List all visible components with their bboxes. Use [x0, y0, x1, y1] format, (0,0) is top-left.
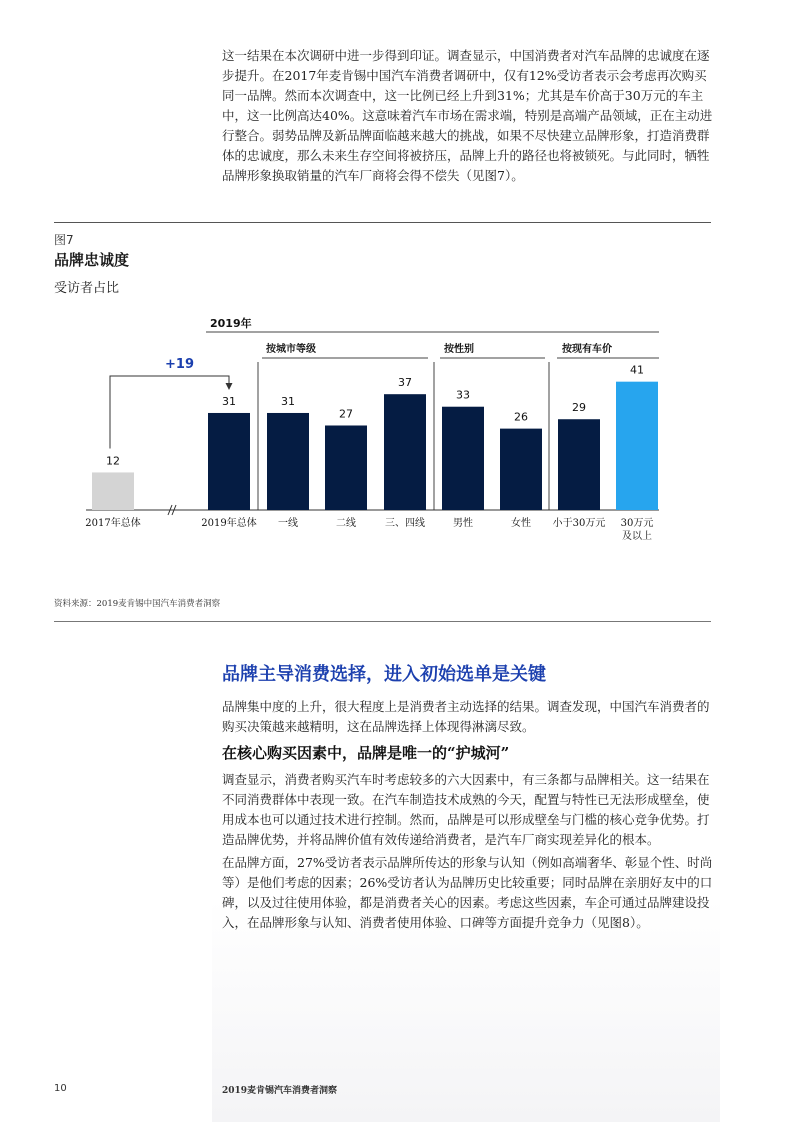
- figure-label: 图7: [54, 233, 74, 247]
- delta-arrow-head: [226, 383, 233, 390]
- figure-title: 品牌忠诚度: [54, 251, 130, 269]
- chart-year-header: 2019年: [210, 317, 252, 330]
- bar-value-label-6: 33: [456, 388, 470, 402]
- category-label-1: 2017年总体: [85, 518, 141, 529]
- bar-6: [442, 407, 484, 510]
- section-title: 品牌主导消费选择，进入初始选单是关键: [222, 664, 546, 685]
- bar-2: [208, 413, 250, 510]
- category-label-9-line-2: 及以上: [622, 531, 652, 542]
- bar-value-label-9: 41: [630, 363, 644, 377]
- brand-loyalty-chart: [0, 310, 793, 570]
- bar-value-label-1: 12: [106, 454, 120, 468]
- category-label-9-line-1: 30万元: [620, 518, 654, 529]
- delta-label: +19: [165, 357, 194, 372]
- figure-top-rule: [54, 222, 711, 223]
- bar-4: [325, 425, 367, 510]
- bar-value-label-4: 27: [339, 407, 353, 421]
- bar-value-label-5: 37: [398, 376, 412, 390]
- bar-1: [92, 472, 134, 510]
- group-header-3: 按现有车价: [562, 344, 612, 355]
- category-label-3: 一线: [278, 518, 298, 529]
- figure-subtitle: 受访者占比: [54, 281, 120, 296]
- source-note: 资料来源：2019麦肯锡中国汽车消费者洞察: [54, 599, 221, 609]
- subsection-title: 在核心购买因素中，品牌是唯一的“护城河”: [222, 744, 510, 762]
- bar-3: [267, 413, 309, 510]
- bar-5: [384, 394, 426, 510]
- page-number: 10: [54, 1083, 67, 1094]
- section-paragraph: 品牌集中度的上升，很大程度上是消费者主动选择的结果。调查发现，中国汽车消费者的购买决策越来越精明，这在品牌选择上体现得淋漓尽致。: [222, 699, 710, 734]
- category-label-7: 女性: [511, 518, 531, 529]
- category-label-8: 小于30万元: [552, 518, 606, 529]
- group-header-1: 按城市等级: [266, 344, 316, 355]
- bar-7: [500, 429, 542, 510]
- subsection-paragraph-2: 在品牌方面，27%受访者表示品牌所传达的形象与认知（例如高端奢华、彰显个性、时尚等）是他们考虑的因素；26%受访者认为品牌历史比较重要；同时品牌在亲朋好友中的口碑，以及过往使用体验，都是消费者关心的因素。考虑这些因素，车企可通过品牌建设投入，在品牌形象与认知、消费者使用体验、口碑等方面提升竞争力（见图8）。: [222, 855, 713, 930]
- group-header-2: 按性别: [444, 344, 474, 355]
- intro-paragraph: 这一结果在本次调研中进一步得到印证。调查显示，中国消费者对汽车品牌的忠诚度在逐步提升。在2017年麦肯锡中国汽车消费者调研中，仅有12%受访者表示会考虑再次购买同一品牌。然而本次调查中，这一比例已经上升到31%；尤其是车价高于30万元的车主中，这一比例高达40%。这意味着汽车市场在需求端，特别是高端产品领域，正在主动进行整合。弱势品牌及新品牌面临越来越大的挑战，如果不尽快建立品牌形象，打造消费群体的忠诚度，那么未来生存空间将被挤压，品牌上升的路径也将被锁死。与此同时，牺牲品牌形象换取销量的汽车厂商将会得不偿失（见图7）。: [222, 48, 713, 183]
- category-label-5: 三、四线: [385, 518, 425, 529]
- bar-9: [616, 382, 658, 510]
- bar-value-label-7: 26: [514, 410, 528, 424]
- bar-value-label-8: 29: [572, 401, 586, 415]
- bar-value-label-2: 31: [222, 394, 236, 408]
- subsection-paragraph-1: 调查显示，消费者购买汽车时考虑较多的六大因素中，有三条都与品牌相关。这一结果在不同消费群体中表现一致。在汽车制造技术成熟的今天，配置与特性已无法形成壁垒，使用成本也可以通过技术进行控制。然而，品牌是可以形成壁垒与门槛的核心竞争优势。打造品牌优势，并将品牌价值有效传递给消费者，是汽车厂商实现差异化的根本。: [222, 772, 710, 847]
- figure-bottom-rule: [54, 621, 711, 622]
- category-label-6: 男性: [453, 518, 473, 529]
- bar-8: [558, 419, 600, 510]
- category-label-4: 二线: [336, 518, 356, 529]
- footer-publication: 2019麦肯锡汽车消费者洞察: [222, 1086, 338, 1096]
- category-label-2: 2019年总体: [201, 518, 257, 529]
- bar-value-label-3: 31: [281, 394, 295, 408]
